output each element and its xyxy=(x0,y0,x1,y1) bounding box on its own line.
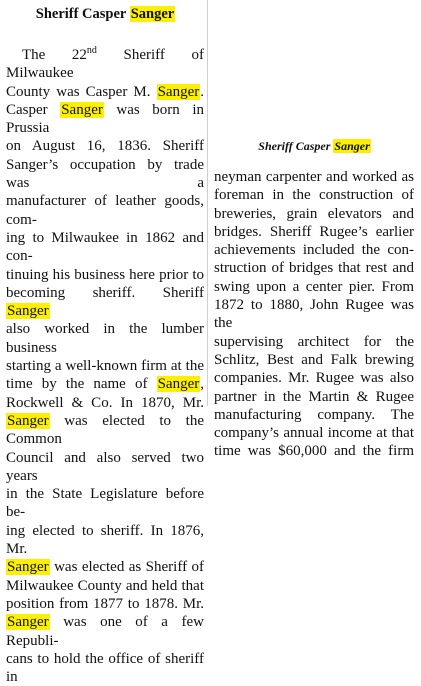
text-segment: Sheriff of Milwaukee xyxy=(6,47,204,82)
text-line xyxy=(6,284,204,321)
text-segment: ing elected to sheriff. In 1876, Mr. xyxy=(6,522,204,558)
search-highlight: Sanger xyxy=(7,412,49,429)
text-line xyxy=(6,101,204,138)
text-line xyxy=(6,485,204,522)
text-line xyxy=(6,229,204,266)
text-segment: cans to hold the office of sheriff in xyxy=(6,650,204,686)
right-column xyxy=(212,0,417,460)
text-line xyxy=(6,357,204,375)
text-segment: manufacturer of leather goods, com- xyxy=(6,193,204,228)
left-body-text xyxy=(6,46,204,686)
text-segment: becoming sheriff. Sheriff xyxy=(6,284,204,301)
left-column xyxy=(4,0,208,686)
text-line xyxy=(6,577,204,595)
text-segment: time by the name of xyxy=(6,376,157,393)
text-line xyxy=(6,595,204,613)
text-line xyxy=(6,83,204,101)
text-segment: in the State Legislature before be- xyxy=(6,486,204,521)
text-segment: Council and also served two years xyxy=(6,449,204,484)
text-line xyxy=(6,613,204,650)
text-line xyxy=(6,558,204,576)
photo-caption xyxy=(212,138,417,154)
text-line xyxy=(6,192,204,229)
text-line xyxy=(6,156,204,193)
text-segment: was elected as Sheriff of xyxy=(49,559,204,576)
search-highlight: Sanger xyxy=(7,303,49,320)
search-highlight: Sanger xyxy=(334,139,370,153)
text-line xyxy=(6,137,204,155)
text-segment: was elected to the Common xyxy=(6,412,204,448)
text-line: neyman carpenter and worked as xyxy=(214,169,414,185)
text-segment: position from 1877 to 1878. Mr. xyxy=(6,595,204,612)
text-segment: was born in Prussia xyxy=(6,101,204,137)
text-line: company’s annual income at that xyxy=(214,425,414,442)
text-line: supervising architect for the xyxy=(214,333,414,350)
search-highlight: Sanger xyxy=(157,83,200,100)
search-highlight: Sanger xyxy=(61,101,103,118)
text-line: manufacturing company. The xyxy=(214,406,414,423)
text-line: foreman in the construction of xyxy=(214,187,414,204)
caption-text: Sheriff Casper xyxy=(258,139,334,153)
right-body-text xyxy=(214,168,414,461)
text-segment: The 22 xyxy=(22,47,87,63)
text-segment: Rockwell & Co. In 1870, Mr. xyxy=(6,394,204,411)
text-line xyxy=(6,650,204,686)
text-line xyxy=(6,375,204,393)
text-line: achievements included the con- xyxy=(214,242,414,259)
text-line: partner in the Martin & Rugee xyxy=(214,388,414,405)
text-segment: nd xyxy=(86,45,97,56)
search-highlight: Sanger xyxy=(7,559,49,576)
section-heading xyxy=(4,4,207,26)
text-line: companies. Mr. Rugee was also xyxy=(214,370,414,387)
text-line xyxy=(6,266,204,284)
text-line: swing upon a center pier. From xyxy=(214,278,414,295)
search-highlight: Sanger xyxy=(157,376,200,393)
text-segment: on August 16, 1836. Sheriff xyxy=(6,138,204,155)
text-line: bridges. Sheriff Rugee’s earlier xyxy=(214,223,414,240)
text-line xyxy=(6,46,204,83)
text-segment: County was Casper M. xyxy=(6,83,157,100)
text-line xyxy=(6,522,204,559)
text-segment: . xyxy=(200,83,204,100)
text-line: breweries, grain elevators and xyxy=(214,205,414,222)
text-line xyxy=(6,320,204,357)
text-line xyxy=(6,412,204,449)
text-segment: tinuing his business here prior to xyxy=(6,266,204,283)
text-segment: ing to Milwaukee in 1862 and con- xyxy=(6,229,204,265)
text-line xyxy=(6,394,204,412)
text-segment: Sanger’s occupation by trade was a xyxy=(6,156,204,192)
text-segment: also worked in the lumber business xyxy=(6,321,204,356)
text-segment: Milwaukee County and held that xyxy=(6,577,204,594)
search-highlight: Sanger xyxy=(130,6,175,22)
text-segment: starting a well-known firm at the xyxy=(6,358,204,375)
heading-text: Sheriff Casper xyxy=(35,6,130,22)
text-segment: Casper xyxy=(6,101,61,118)
text-segment: was one of a few Republi- xyxy=(6,614,204,649)
text-line: Schlitz, Best and Falk brewing xyxy=(214,351,414,368)
text-line: time was $60,000 and the firm xyxy=(214,443,414,460)
text-line xyxy=(6,449,204,486)
text-line: struction of bridges that rest and xyxy=(214,260,414,277)
text-segment: , xyxy=(200,376,204,393)
text-line: 1872 to 1880, John Rugee was the xyxy=(214,297,414,332)
search-highlight: Sanger xyxy=(7,614,49,631)
